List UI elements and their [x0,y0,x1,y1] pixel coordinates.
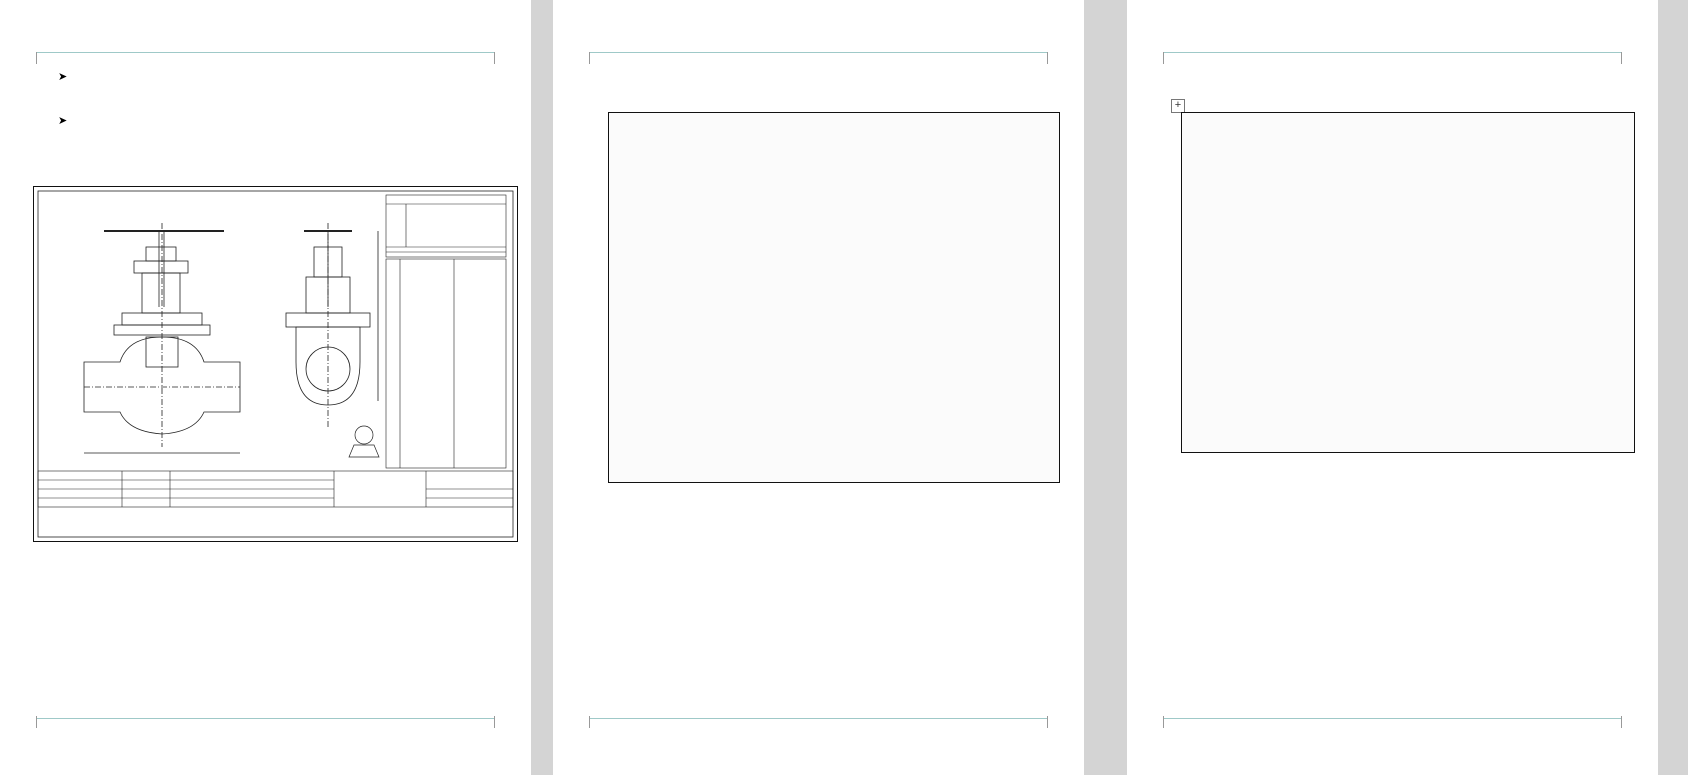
performance-record-svg [1182,113,1634,452]
footer-tick [494,716,495,728]
header-tick [1621,52,1622,64]
footer-tick [1163,716,1164,728]
parts-list-table [386,259,506,468]
globe-valve-side-view [286,223,378,427]
detail-view [349,426,379,457]
footer-rule [589,718,1048,719]
item-heading [80,158,102,169]
header-rule [589,52,1048,53]
drawing-svg [34,187,517,541]
document-page-5 [553,0,1084,775]
footer-tick [589,716,590,728]
header-rule [1163,52,1622,53]
company-logo [46,10,142,54]
company-logo [599,10,695,54]
footer-rule [36,718,495,719]
page-gap [531,0,553,775]
performance-record-scan [1181,112,1635,453]
bullet-refer [58,114,76,127]
header-rule [36,52,495,53]
header-tick [494,52,495,64]
arrow-bullet-icon: ➤ [58,115,68,127]
bullet-pending [58,70,76,83]
title-block [38,471,513,507]
footer-tick [1047,716,1048,728]
page-gap [1106,0,1127,775]
table-move-handle-icon[interactable]: + [1171,99,1185,113]
check-record-scan [608,112,1060,483]
footer-tick [1621,716,1622,728]
globe-valve-front-view [84,223,240,453]
valve-technical-drawing [33,186,518,542]
document-page-4 [0,0,531,775]
document-page-6 [1127,0,1658,775]
footer-rule [1163,718,1622,719]
arrow-bullet-icon: ➤ [58,71,68,83]
drawing-inner-frame [38,191,513,537]
header-tick [1047,52,1048,64]
company-logo [1173,10,1269,54]
header-tick [589,52,590,64]
check-record-svg [609,113,1059,482]
performance-standard-table [386,195,506,257]
header-tick [1163,52,1164,64]
footer-tick [36,716,37,728]
header-tick [36,52,37,64]
